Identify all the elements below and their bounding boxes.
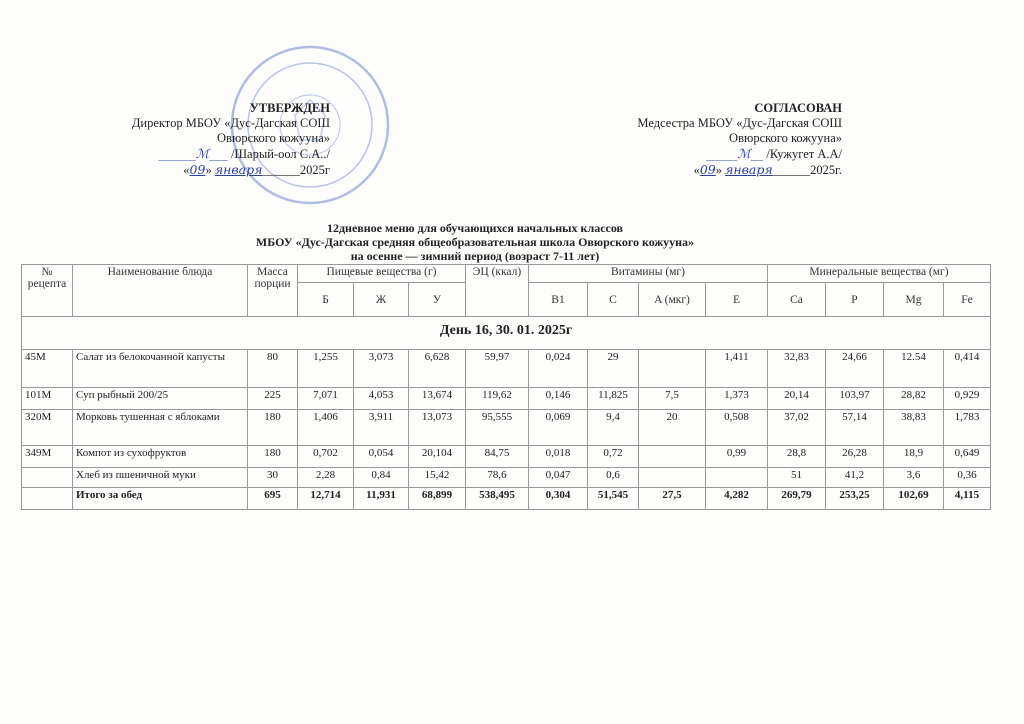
approved-name: /Шарый-оол С.А../ [230, 147, 330, 161]
header-dish: Наименование блюда [73, 265, 248, 317]
quote-close: » [715, 163, 722, 177]
day-label: День 16, 30. 01. 2025г [22, 317, 991, 350]
table-cell [22, 488, 73, 510]
approval-block: УТВЕРЖДЕН Директор МБОУ «Дус-Дагская СОШ Овюрского кожууна» ______ℳ___ /Шарый-оол С.А../ «09» января______2025г [80, 101, 330, 178]
table-cell: 253,25 [826, 488, 884, 510]
subheader-cell: C [588, 283, 639, 317]
table-cell: 3,073 [354, 350, 409, 388]
table-cell: 27,5 [639, 488, 706, 510]
school-title: МБОУ «Дус-Дагская средняя общеобразовательная школа Овюрского кожууна» [255, 235, 695, 249]
header-minerals: Минеральные вещества (мг) [768, 265, 991, 283]
table-cell: 3,6 [884, 468, 944, 488]
table-row [22, 410, 991, 446]
subheader-cell: Б [298, 283, 354, 317]
table-row [22, 388, 991, 410]
table-cell: 0,024 [529, 350, 588, 388]
table-cell: 7,071 [298, 388, 354, 410]
table-cell: 95,555 [466, 410, 529, 446]
table-cell: 6,628 [409, 350, 466, 388]
agreement-block: СОГЛАСОВАН Медсестра МБОУ «Дус-Дагская СОШ Овюрского кожууна» _____ℳ__ /Кужугет А.А/ «09» января______2025г. [580, 101, 842, 178]
agreed-heading: СОГЛАСОВАН [754, 101, 842, 115]
period-title: на осенне — зимний период (возраст 7-11 лет) [350, 249, 600, 263]
table-cell: 0,146 [529, 388, 588, 410]
approved-month: января [214, 162, 263, 177]
table-cell [706, 468, 768, 488]
table-cell: 0,414 [944, 350, 991, 388]
table-cell: 0,84 [354, 468, 409, 488]
table-cell: 37,02 [768, 410, 826, 446]
table-cell: 32,83 [768, 350, 826, 388]
agreed-line1: Медсестра МБОУ «Дус-Дагская СОШ [637, 116, 842, 130]
subheader-cell: A (мкг) [639, 283, 706, 317]
table-cell: 119,62 [466, 388, 529, 410]
subheader-cell: Ca [768, 283, 826, 317]
table-cell: 9,4 [588, 410, 639, 446]
table-cell: 1,373 [706, 388, 768, 410]
table-cell: 78,6 [466, 468, 529, 488]
table-cell: 11,825 [588, 388, 639, 410]
header-energy: ЭЦ (ккал) [466, 265, 529, 317]
table-cell: 0,304 [529, 488, 588, 510]
table-cell: 0,069 [529, 410, 588, 446]
table-cell: 0,702 [298, 446, 354, 468]
table-cell: 4,053 [354, 388, 409, 410]
signature: ______ℳ___ [158, 146, 228, 161]
subheader-cell: B1 [529, 283, 588, 317]
table-cell: 0,72 [588, 446, 639, 468]
table-cell: 51 [768, 468, 826, 488]
table-cell: 57,14 [826, 410, 884, 446]
quote-open: « [693, 163, 700, 177]
agreed-month: января [725, 162, 773, 177]
quote-close: » [205, 163, 212, 177]
table-cell: 102,69 [884, 488, 944, 510]
table-cell: 0,6 [588, 468, 639, 488]
header-nutrients: Пищевые вещества (г) [298, 265, 466, 283]
table-cell: 28,8 [768, 446, 826, 468]
approved-year: 2025г [299, 163, 330, 177]
approved-heading: УТВЕРЖДЕН [249, 101, 330, 115]
approved-day: 09 [189, 162, 206, 177]
table-cell: 12.54 [884, 350, 944, 388]
table-cell: 29 [588, 350, 639, 388]
table-cell: 4,115 [944, 488, 991, 510]
table-cell: 28,82 [884, 388, 944, 410]
table-cell: 349М [22, 446, 73, 468]
table-cell: 0,508 [706, 410, 768, 446]
table-cell: 0,929 [944, 388, 991, 410]
table-cell: 538,495 [466, 488, 529, 510]
table-cell: 0,018 [529, 446, 588, 468]
table-cell: 180 [248, 446, 298, 468]
signature: _____ℳ__ [706, 146, 764, 161]
table-row [22, 350, 991, 388]
table-cell: 695 [248, 488, 298, 510]
table-cell: 0,047 [529, 468, 588, 488]
table-cell: Суп рыбный 200/25 [73, 388, 248, 410]
table-cell: 24,66 [826, 350, 884, 388]
quote-open: « [183, 163, 190, 177]
subheader-cell: P [826, 283, 884, 317]
table-cell: 12,714 [298, 488, 354, 510]
table-cell: 1,411 [706, 350, 768, 388]
table-cell: 51,545 [588, 488, 639, 510]
table-cell: 26,28 [826, 446, 884, 468]
table-cell: 7,5 [639, 388, 706, 410]
table-cell: 1,255 [298, 350, 354, 388]
table-cell: Итого за обед [73, 488, 248, 510]
table-cell: 3,911 [354, 410, 409, 446]
header-vitamins: Витамины (мг) [529, 265, 768, 283]
table-cell: 320М [22, 410, 73, 446]
table-cell: 1,783 [944, 410, 991, 446]
table-cell: 20 [639, 410, 706, 446]
table-cell: 225 [248, 388, 298, 410]
subheader-cell: Mg [884, 283, 944, 317]
header-mass: Масса порции [248, 265, 298, 317]
menu-table [21, 264, 991, 510]
table-cell: 20,14 [768, 388, 826, 410]
table-cell: 2,28 [298, 468, 354, 488]
table-cell: 269,79 [768, 488, 826, 510]
table-cell: 45М [22, 350, 73, 388]
table-cell: 103,97 [826, 388, 884, 410]
approved-line1: Директор МБОУ «Дус-Дагская СОШ [131, 116, 330, 130]
table-cell: Компот из сухофруктов [73, 446, 248, 468]
table-cell [639, 446, 706, 468]
table-cell: 18,9 [884, 446, 944, 468]
table-cell: 41,2 [826, 468, 884, 488]
table-cell: Хлеб из пшеничной муки [73, 468, 248, 488]
table-cell: 13,674 [409, 388, 466, 410]
table-cell: 0,649 [944, 446, 991, 468]
table-cell: 80 [248, 350, 298, 388]
table-cell [639, 350, 706, 388]
table-cell: 180 [248, 410, 298, 446]
table-cell: 59,97 [466, 350, 529, 388]
approved-line2: Овюрского кожууна» [217, 131, 330, 145]
table-cell: 38,83 [884, 410, 944, 446]
table-cell: 20,104 [409, 446, 466, 468]
subheader-cell: E [706, 283, 768, 317]
table-cell: 0,36 [944, 468, 991, 488]
subheader-cell: Fe [944, 283, 991, 317]
agreed-day: 09 [699, 162, 716, 177]
table-cell: 11,931 [354, 488, 409, 510]
table-cell: 101М [22, 388, 73, 410]
table-cell: 13,073 [409, 410, 466, 446]
table-row [22, 468, 991, 488]
header-recipe: № рецепта [22, 265, 73, 317]
table-cell: 30 [248, 468, 298, 488]
table-cell: 84,75 [466, 446, 529, 468]
table-row [22, 446, 991, 468]
table-cell: 68,899 [409, 488, 466, 510]
table-cell [22, 468, 73, 488]
agreed-line2: Овюрского кожууна» [729, 131, 842, 145]
table-cell [639, 468, 706, 488]
table-cell: 0,99 [706, 446, 768, 468]
table-cell: 1,406 [298, 410, 354, 446]
agreed-year: 2025г. [810, 163, 842, 177]
table-cell: 0,054 [354, 446, 409, 468]
table-cell: Морковь тушенная с яблоками [73, 410, 248, 446]
subheader-cell: Ж [354, 283, 409, 317]
table-cell: Салат из белокочанной капусты [73, 350, 248, 388]
subheader-cell: У [409, 283, 466, 317]
table-cell: 4,282 [706, 488, 768, 510]
table-cell: 15,42 [409, 468, 466, 488]
menu-title: 12дневное меню для обучающихся начальных классов [326, 221, 624, 235]
agreed-name: /Кужугет А.А/ [766, 147, 842, 161]
total-row [22, 488, 991, 510]
